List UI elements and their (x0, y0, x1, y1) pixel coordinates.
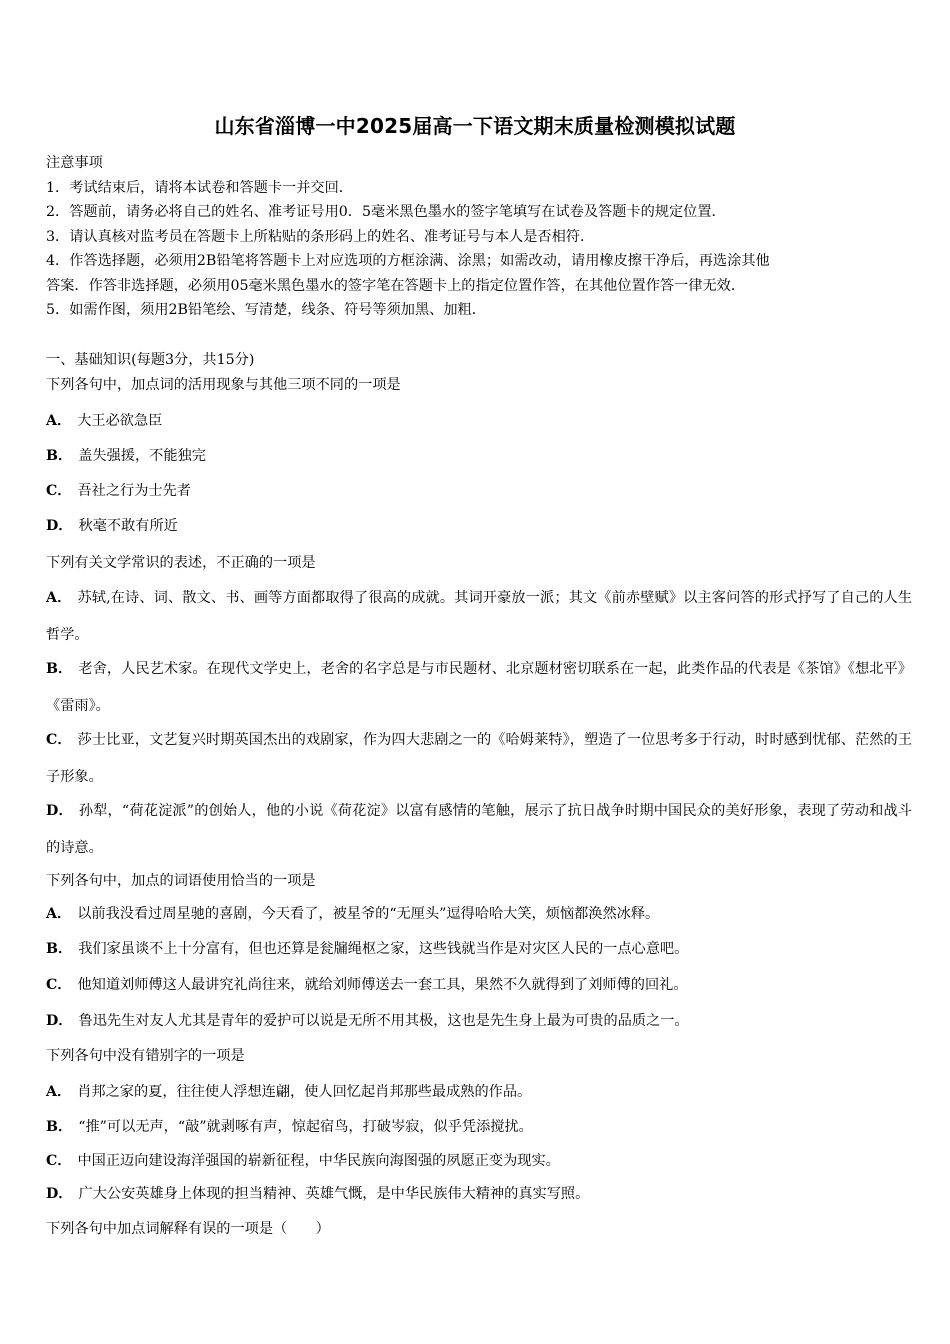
option-label: D． (46, 803, 73, 819)
option-item (46, 793, 912, 867)
option-label: B． (46, 1119, 73, 1135)
option-text: 以前我没看过周星驰的喜剧，今天看了，被星爷的“无厘头”逗得哈哈大笑，烦恼都涣然冰释。 (77, 906, 660, 922)
notice-item: 4．作答选择题，必须用2B铅笔将答题卡上对应选项的方框涂满、涂黑；如需改动，请用橡皮擦干净后，再选涂其他 (46, 253, 770, 269)
option-text: 吾社之行为士先者 (77, 483, 191, 499)
notice-heading: 注意事项 (46, 155, 103, 171)
option-text: 广大公安英雄身上体现的担当精神、英雄气慨，是中华民族伟大精神的真实写照。 (78, 1186, 590, 1202)
option-item (46, 973, 914, 997)
option-text: 莎士比亚，文艺复兴时期英国杰出的戏剧家，作为四大悲剧之一的《哈姆莱特》，塑造了一位思考多于行动，时时感到忧郁、茫然的王子形象。 (46, 732, 913, 785)
question-stem: 下列各句中，加点的词语使用恰当的一项是 (46, 873, 316, 889)
notice-item: 1．考试结束后，请将本试卷和答题卡一并交回． (46, 179, 353, 196)
option-item (46, 1009, 914, 1033)
option-label: B． (46, 661, 73, 677)
option-item (46, 1115, 914, 1139)
option-label: C． (46, 977, 72, 993)
option-label: A． (46, 1084, 72, 1100)
option-item (46, 1149, 914, 1173)
option-label: D． (46, 518, 73, 534)
option-text: 盖失强援，不能独完 (78, 448, 206, 464)
option-item (46, 1182, 914, 1206)
question-stem: 下列各句中没有错别字的一项是 (46, 1048, 245, 1064)
option-item (46, 580, 912, 654)
option-label: B． (46, 448, 73, 464)
notice-block (46, 151, 916, 323)
notice-item: 2．答题前，请务必将自己的姓名、准考证号用0．5毫米黑色墨水的签字笔填写在试卷及答题卡的规定位置． (46, 204, 726, 220)
option-text: 肖邦之家的夏，往往使人浮想连翩，使人回忆起肖邦那些最成熟的作品。 (77, 1084, 532, 1100)
option-item (46, 409, 914, 433)
option-text: 我们家虽谈不上十分富有，但也还算是瓮牖绳枢之家，这些钱就当作是对灾区人民的一点心意吧。 (78, 941, 689, 957)
option-label: A． (46, 590, 72, 606)
option-label: A． (46, 413, 72, 429)
option-item (46, 514, 914, 538)
option-text: 鲁迅先生对友人尤其是青年的爱护可以说是无所不用其极，这也是先生身上最为可贵的品质之一。 (78, 1013, 689, 1029)
option-item (46, 722, 912, 796)
option-text: 中国正迈向建设海洋强国的崭新征程，中华民族向海图强的夙愿正变为现实。 (77, 1153, 560, 1169)
option-item (46, 479, 914, 503)
option-label: C． (46, 483, 72, 499)
section-title: 一、基础知识(每题3分，共15分) (46, 352, 255, 368)
option-item (46, 937, 914, 961)
option-label: C． (46, 1153, 72, 1169)
option-label: C． (46, 732, 72, 748)
option-label: B． (46, 941, 73, 957)
question-stem: 下列各句中加点词解释有误的一项是（ ） (46, 1221, 330, 1237)
option-item (46, 902, 914, 926)
option-item (46, 444, 914, 468)
option-text: 孙犁，“荷花淀派”的创始人，他的小说《荷花淀》以富有感情的笔触，展示了抗日战争时期中国民众的美好形象，表现了劳动和战斗的诗意。 (46, 803, 912, 856)
option-label: D． (46, 1186, 73, 1202)
option-item (46, 651, 912, 725)
notice-item: 5．如需作图，须用2B铅笔绘、写清楚，线条、符号等须加黑、加粗． (46, 302, 486, 318)
option-label: D． (46, 1013, 73, 1029)
notice-item: 答案．作答非选择题，必须用05毫米黑色墨水的签字笔在答题卡上的指定位置作答，在其他位置作答一律无效． (46, 277, 746, 294)
option-text: 苏轼,在诗、词、散文、书、画等方面都取得了很高的成就。其词开豪放一派；其文《前赤壁赋》以主客问答的形式抒写了自己的人生哲学。 (46, 590, 913, 643)
option-text: 大王必欲急臣 (77, 413, 163, 429)
option-text: 他知道刘师傅这人最讲究礼尚往来，就给刘师傅送去一套工具，果然不久就得到了刘师傅的回礼。 (77, 977, 688, 993)
question-stem: 下列各句中，加点词的活用现象与其他三项不同的一项是 (46, 377, 401, 393)
notice-item: 3．请认真核对监考员在答题卡上所粘贴的条形码上的姓名、准考证号与本人是否相符． (46, 228, 595, 245)
option-text: 秋毫不敢有所近 (78, 518, 178, 534)
option-text: 老舍，人民艺术家。在现代文学史上，老舍的名字总是与市民题材、北京题材密切联系在一起，此类作品的代表是《茶馆》《想北平》《雷雨》。 (46, 661, 912, 714)
option-label: A． (46, 906, 72, 922)
option-text: “推”可以无声，“敲”就剥啄有声，惊起宿鸟，打破岑寂，似乎凭添搅扰。 (78, 1119, 533, 1135)
option-item (46, 1080, 914, 1104)
question-stem: 下列有关文学常识的表述，不正确的一项是 (46, 555, 316, 571)
page-title: 山东省淄博一中2025届高一下语文期末质量检测模拟试题 (214, 114, 736, 138)
